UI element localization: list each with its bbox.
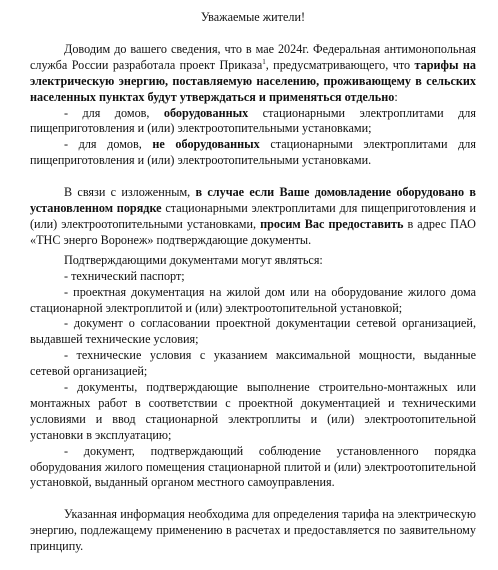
option-equipped: [30, 106, 476, 138]
request-text-1: В связи с изложенным,: [64, 185, 196, 200]
option-not-equipped-prefix: - для домов,: [64, 137, 153, 152]
request-paragraph: [30, 185, 476, 249]
request-text-3: в адрес ПАО «ТНС энерго Воронеж» подтверждающие документы.: [30, 216, 476, 247]
request-emphasis-2: просим Вас предоставить: [260, 216, 404, 231]
request-emphasis-1: в случае если Ваше домовладение оборудовано в установленном порядке: [30, 185, 476, 216]
option-not-equipped: [30, 137, 476, 169]
option-equipped-text: стационарными электроплитами для пищеприготовления и (или) электроотопительными установками;: [30, 105, 476, 136]
documents-list-item: - документ, подтверждающий соблюдение установленного порядка оборудования жилого помещения стационарной плитой и (или) электроотопительной установкой, выданный органом местного самоуправления.: [30, 443, 476, 490]
documents-list-item: - технический паспорт;: [64, 268, 185, 283]
documents-intro: Подтверждающими документами могут являться:: [64, 252, 323, 267]
intro-text-2: , предусматривающего, что: [265, 57, 415, 72]
paragraph-spacer: [30, 491, 476, 507]
documents-list-item: - документ о согласовании проектной документации сетевой организацией, выдавшей технические условия;: [30, 316, 476, 347]
intro-text-3: :: [394, 89, 398, 104]
option-equipped-prefix: - для домов,: [64, 105, 164, 120]
intro-text-1: Доводим до вашего сведения, что в мае 2024г. Федеральная антимонопольная служба России разработала проект Приказа: [30, 41, 476, 72]
option-not-equipped-text: стационарными электроплитами для пищеприготовления и (или) электроотопительными установками.: [30, 137, 476, 168]
option-not-equipped-emphasis: не оборудованных: [152, 137, 260, 152]
paragraph-spacer: [30, 169, 476, 185]
footnote-marker: 1: [262, 57, 266, 66]
closing-paragraph: Указанная информация необходима для определения тарифа на электрическую энергию, подлежащему применению в расчетах и предоставляется по заявительному принципу.: [30, 507, 476, 554]
intro-paragraph: [30, 42, 476, 106]
letter-title: Уважаемые жители!: [200, 10, 306, 24]
documents-list-item: - проектная документация на жилой дом или на оборудование жилого дома стационарной электроплитой и (или) электроотопительной установкой;: [30, 284, 476, 315]
documents-list-item: - документы, подтверждающие выполнение строительно-монтажных или монтажных работ в соответствии с проектной документацией и техническими условиями и ввод стационарной электроплиты и (или) электроотопительной установки в эксплуатацию;: [30, 380, 476, 442]
intro-emphasis: тарифы на электрическую энергию, поставляемую населению, проживающему в сельских населенных пунктах будут утверждаться и применяться отдельно: [30, 57, 477, 104]
documents-list-item: - технические условия с указанием максимальной мощности, выданные сетевой организацией;: [30, 348, 476, 379]
request-text-2: стационарными электроплитами для пищеприготовления и (или) электроотопительными установками,: [30, 201, 476, 231]
option-equipped-emphasis: оборудованных: [163, 105, 249, 120]
